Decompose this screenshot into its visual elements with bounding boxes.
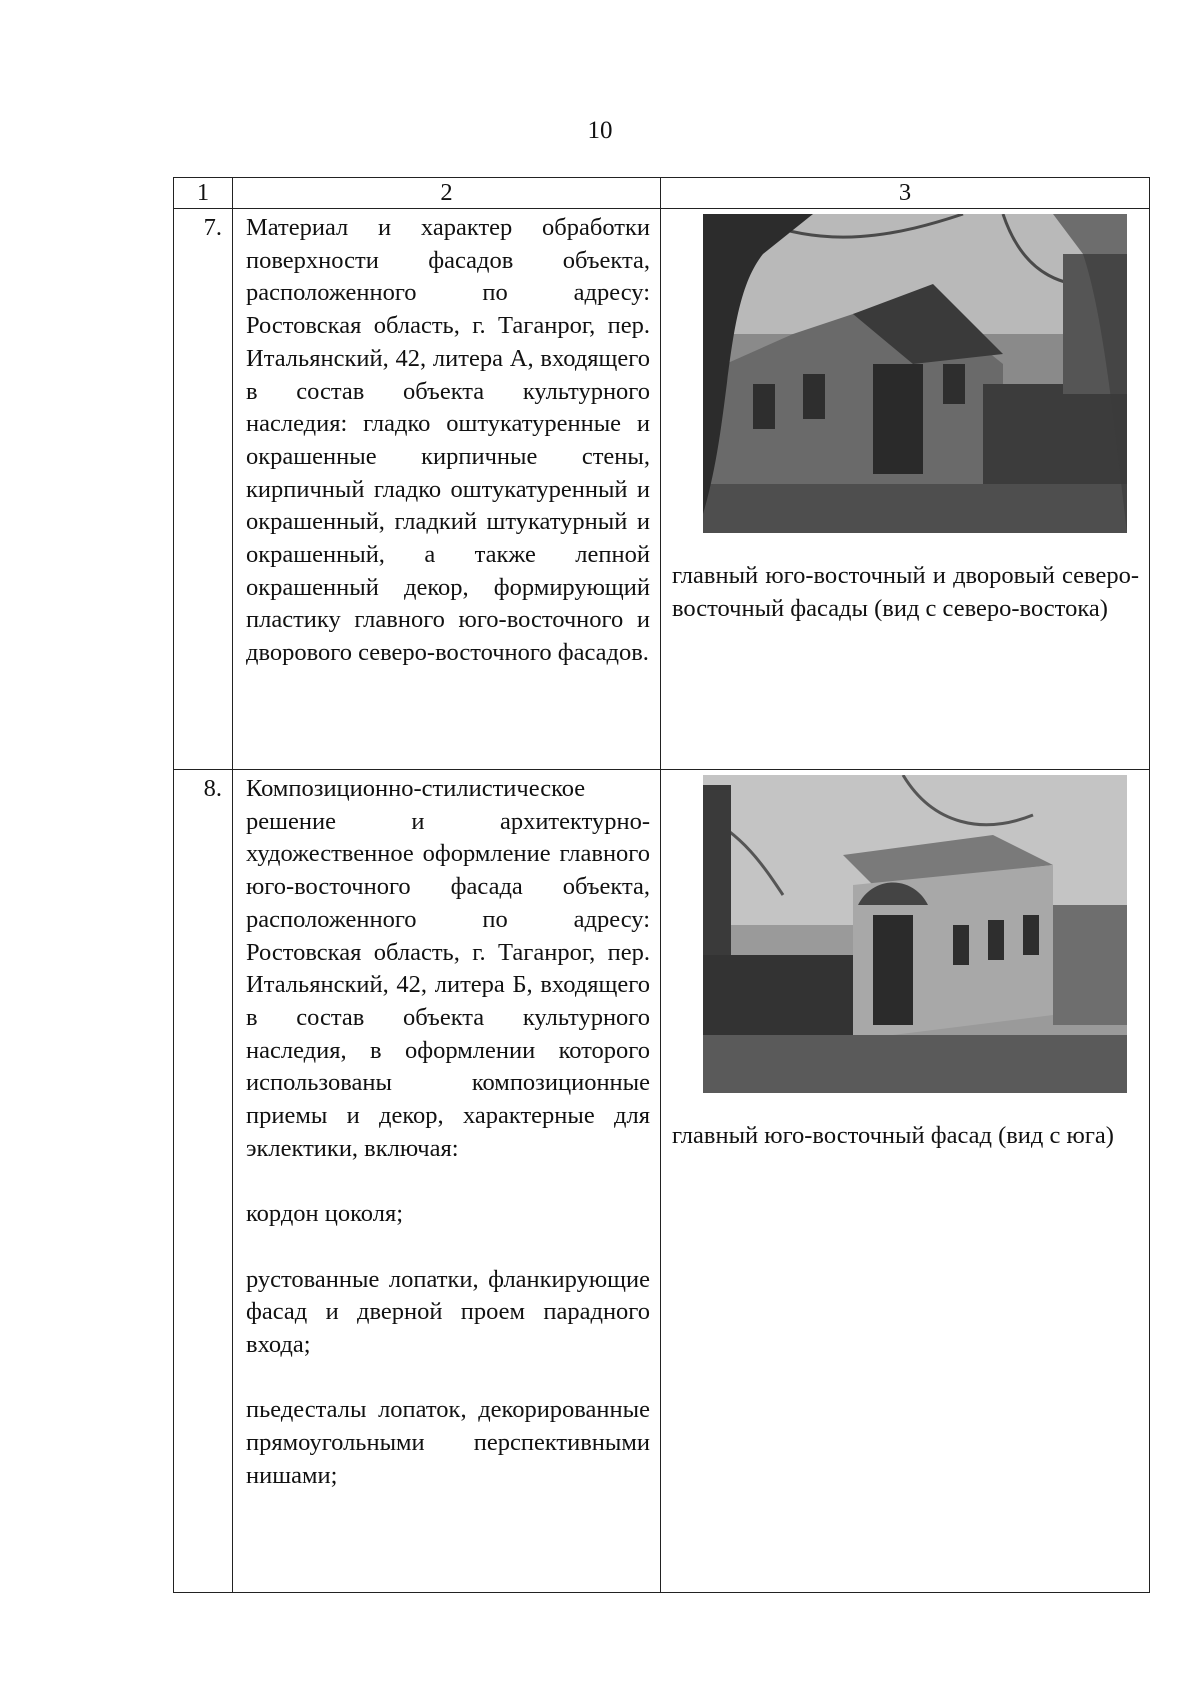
heritage-table (173, 177, 1150, 1593)
description-list-item: рустованные лопатки, фланкирующие фасад и дверной проем парадного входа; (246, 1265, 650, 1358)
header-cell-2: 2 (233, 178, 661, 209)
header-cell-1: 1 (174, 178, 233, 209)
facade-photo (703, 775, 1127, 1093)
row-number: 8. (174, 770, 233, 1593)
description-list-item: пьедесталы лопаток, декорированные прямоугольными перспективными нишами; (246, 1396, 650, 1489)
description-paragraph: Композиционно-стилистическое решение и архитектурно-художественное оформление главного юго-восточного фасада объекта, расположенного по адресу: Ростовская область, г. Таганрог, пер. Итальянский, 42, литера Б, входящего в состав объекта культурного наследия, в оформлении которого использованы композиционные приемы и декор, характерные для эклектики, включая: (246, 775, 650, 1162)
row-description (233, 770, 661, 1593)
photo-caption: главный юго-восточный фасад (вид с юга) (672, 1122, 1114, 1149)
row-description (233, 209, 661, 770)
page-number: 10 (587, 117, 613, 144)
table-row (174, 209, 1150, 770)
description-paragraph: Материал и характер обработки поверхности фасадов объекта, расположенного по адресу: Ростовская область, г. Таганрог, пер. Итальянский, 42, литера А, входящего в состав объекта культурного наследия: гладко оштукатуренные и окрашенные кирпичные стены, кирпичный гладко оштукатуренный и окрашенный, гладкий штукатурный и окрашенный, а также лепной окрашенный декор, формирующий пластику главного юго-восточного и дворового северо-восточного фасадов. (246, 214, 650, 667)
row-number: 7. (174, 209, 233, 770)
table-row (174, 770, 1150, 1593)
photo-caption: главный юго-восточный и дворовый северо-восточный фасады (вид с северо-востока) (672, 562, 1139, 622)
row-photo-cell (661, 209, 1150, 770)
header-cell-3: 3 (661, 178, 1150, 209)
description-list-item: кордон цоколя; (246, 1200, 404, 1228)
table-header-row (174, 178, 1150, 209)
facade-photo (703, 214, 1127, 533)
row-photo-cell (661, 770, 1150, 1593)
